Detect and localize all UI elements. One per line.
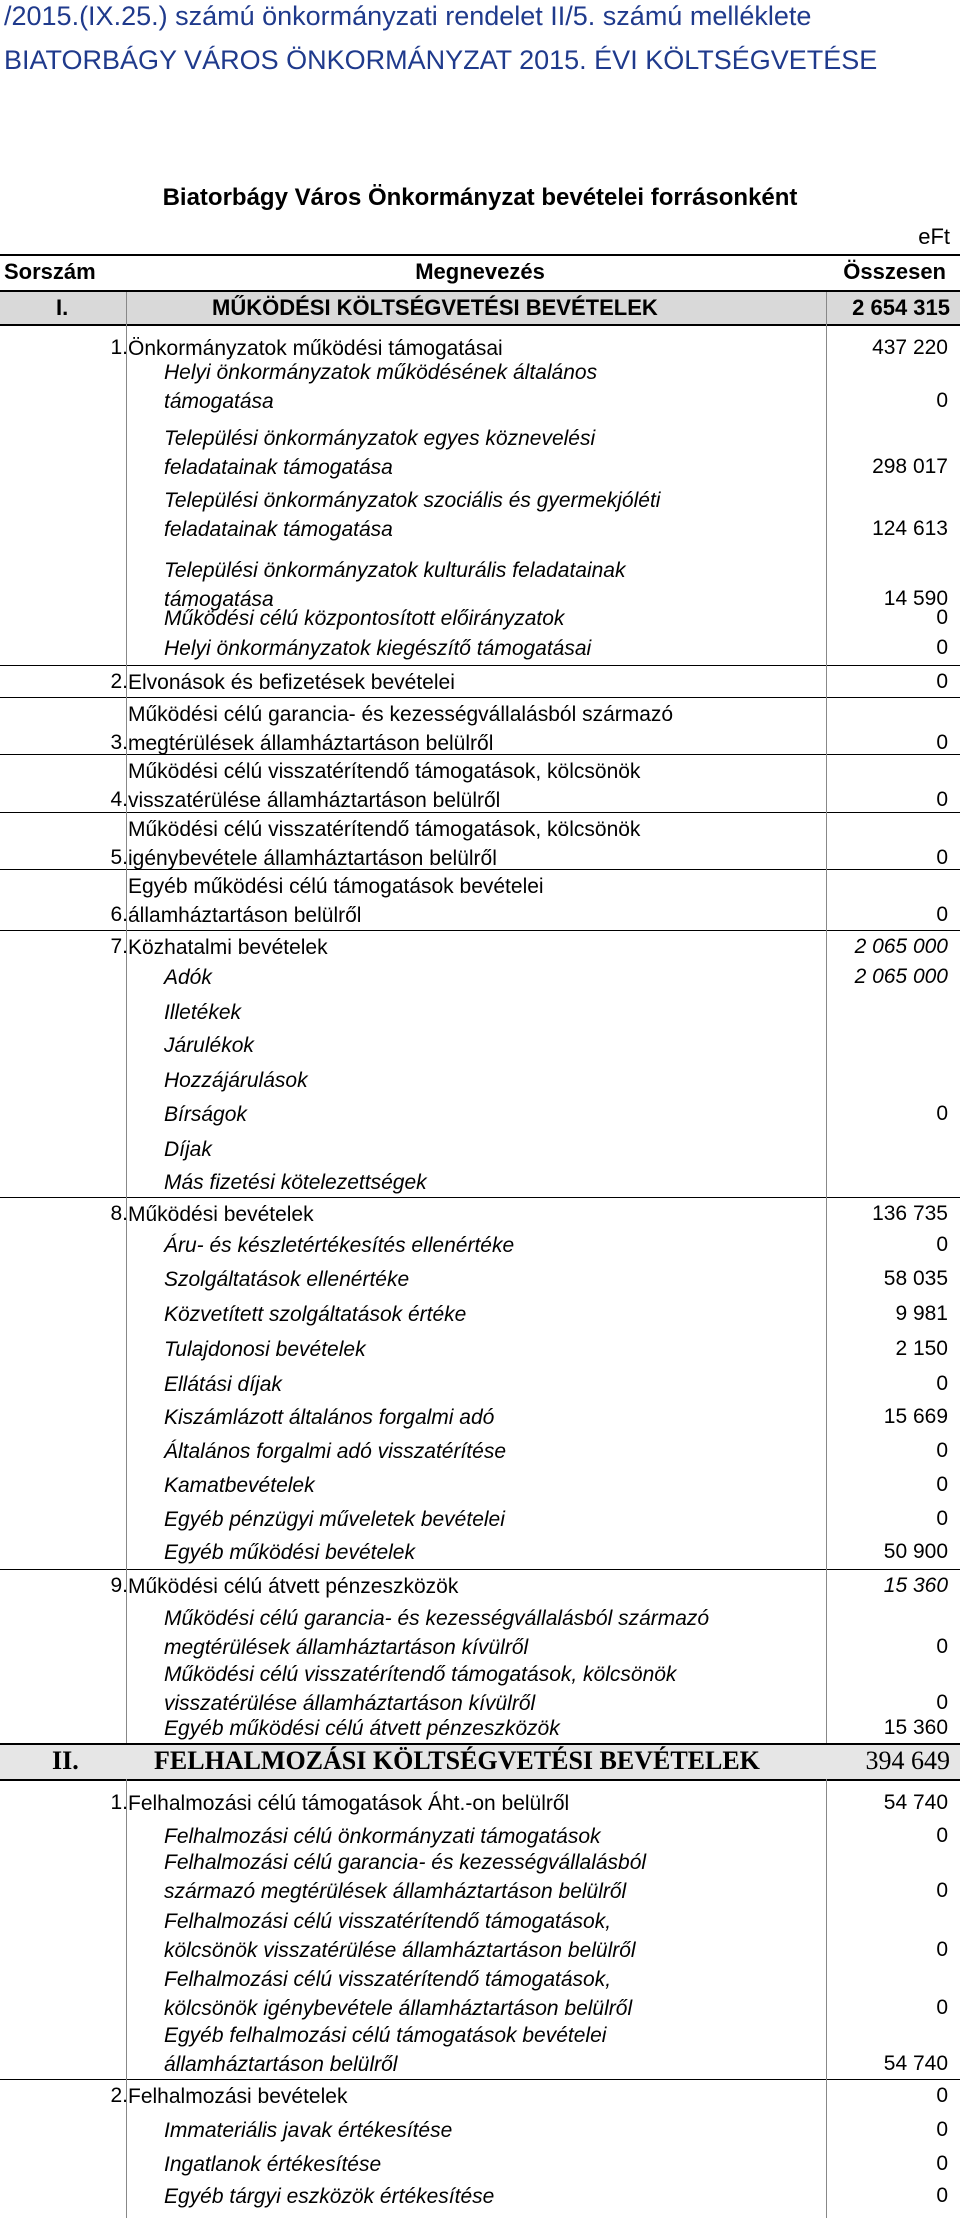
subrow-label: Felhalmozási célú visszatérítendő támogatások, kölcsönök visszatérülése államháztartáson belülről (164, 1910, 636, 1962)
row-value: 0 (936, 846, 948, 869)
row-value: 0 (936, 2152, 948, 2175)
row-value: 54 740 (883, 1791, 948, 1814)
row-value: 298 017 (872, 455, 948, 478)
row-value: 0 (936, 1996, 948, 2019)
row-number: 7. (110, 935, 128, 958)
subrow-label: Felhalmozási célú visszatérítendő támogatások, kölcsönök igénybevétele államháztartáson belülről (164, 1968, 633, 2020)
row-value: 0 (936, 1233, 948, 1256)
row-number: 3. (110, 731, 128, 754)
subrow-label: Felhalmozási célú önkormányzati támogatások (164, 1825, 601, 1848)
row-value: 54 740 (883, 2052, 948, 2075)
row-divider (0, 1197, 960, 1198)
row-divider (0, 930, 960, 931)
subrow-label: Működési célú garancia- és kezességvállalásból származó megtérülések államháztartáson kívülről (164, 1607, 710, 1659)
row-number: 4. (110, 788, 128, 811)
subrow-label: Kamatbevételek (164, 1474, 315, 1497)
row-label: Működési célú garancia- és kezességvállalásból származó megtérülések államháztartáson belülről (128, 703, 674, 755)
row-label: Működési célú visszatérítendő támogatások, kölcsönök visszatérülése államháztartáson belülről (128, 760, 641, 812)
row-value: 0 (936, 1439, 948, 1462)
row-divider (0, 697, 960, 698)
row-label: Közhatalmi bevételek (128, 936, 328, 959)
row-label: Önkormányzatok működési támogatásai (128, 337, 503, 360)
subrow-label: Ingatlanok értékesítése (164, 2153, 382, 2176)
subrow-label: Felhalmozási célú garancia- és kezességvállalásból származó megtérülések államháztartáson belülről (164, 1851, 647, 1903)
row-value: 0 (936, 1635, 948, 1658)
row-value: 124 613 (872, 517, 948, 540)
subrow-label: Áru- és készletértékesítés ellenértéke (164, 1234, 515, 1257)
subrow-label: Egyéb működési bevételek (164, 1541, 415, 1564)
row-value: 0 (936, 1102, 948, 1125)
row-label: Elvonások és befizetések bevételei (128, 671, 455, 694)
row-value: 0 (936, 389, 948, 412)
subrow-label: Tulajdonosi bevételek (164, 1338, 366, 1361)
subrow-label: Bírságok (164, 1103, 247, 1126)
subrow-label: Települési önkormányzatok egyes köznevelési feladatainak támogatása (164, 427, 596, 479)
row-value: 0 (936, 2184, 948, 2207)
row-value: 2 150 (895, 1337, 948, 1360)
row-number: 2. (110, 670, 128, 693)
row-number: 1. (110, 336, 128, 359)
row-value: 0 (936, 788, 948, 811)
section-1-title: MŰKÖDÉSI KÖLTSÉGVETÉSI BEVÉTELEK (212, 295, 658, 320)
column-divider (126, 292, 127, 1743)
budget-heading: BIATORBÁGY VÁROS ÖNKORMÁNYZAT 2015. ÉVI KÖLTSÉGVETÉSE (4, 45, 878, 75)
subrow-label: Más fizetési kötelezettségek (164, 1171, 427, 1194)
section-2-number: II. (52, 1746, 79, 1775)
row-value: 0 (936, 1372, 948, 1395)
column-divider (126, 1779, 127, 2218)
subrow-label: Egyéb felhalmozási célú támogatások bevételei államháztartáson belülről (164, 2024, 607, 2076)
row-value: 0 (936, 1879, 948, 1902)
subrow-label: Adók (164, 966, 212, 989)
row-number: 2. (110, 2084, 128, 2107)
subrow-label: Szolgáltatások ellenértéke (164, 1268, 410, 1291)
subrow-label: Illetékek (164, 1001, 242, 1024)
row-value: 0 (936, 1691, 948, 1714)
row-divider (0, 754, 960, 755)
row-divider (0, 1569, 960, 1570)
row-value: 0 (936, 636, 948, 659)
row-label: Működési célú visszatérítendő támogatások, kölcsönök igénybevétele államháztartáson belülről (128, 818, 641, 870)
column-header-megnevezes: Megnevezés (415, 259, 545, 284)
row-value: 0 (936, 670, 948, 693)
row-value: 0 (936, 731, 948, 754)
row-label: Egyéb működési célú támogatások bevételei államháztartáson belülről (128, 875, 544, 927)
row-value: 15 360 (883, 1716, 948, 1739)
row-value: 14 590 (883, 587, 948, 610)
subrow-label: Működési célú központosított előirányzatok (164, 607, 565, 630)
section-2-bottom-border (0, 1779, 960, 1781)
row-value: 0 (936, 903, 948, 926)
subrow-label: Díjak (164, 1138, 212, 1161)
row-number: 5. (110, 846, 128, 869)
row-divider (0, 665, 960, 666)
row-label: Felhalmozási bevételek (128, 2085, 348, 2108)
row-value: 58 035 (883, 1267, 948, 1290)
row-value: 0 (936, 606, 948, 629)
row-label: Működési célú átvett pénzeszközök (128, 1575, 459, 1598)
subrow-label: Működési célú visszatérítendő támogatások, kölcsönök visszatérülése államháztartáson kívülről (164, 1663, 677, 1715)
row-value: 0 (936, 2118, 948, 2141)
section-2-title: FELHALMOZÁSI KÖLTSÉGVETÉSI BEVÉTELEK (154, 1746, 760, 1775)
column-header-sorszam: Sorszám (4, 259, 96, 284)
column-header-osszesen: Összesen (843, 259, 946, 284)
row-value: 2 065 000 (854, 965, 948, 988)
row-number: 1. (110, 1791, 128, 1814)
row-number: 8. (110, 1202, 128, 1225)
row-value: 0 (936, 1824, 948, 1847)
section-1-total: 2 654 315 (852, 295, 950, 320)
subrow-label: Általános forgalmi adó visszatérítése (164, 1440, 506, 1463)
subrow-label: Immateriális javak értékesítése (164, 2119, 453, 2142)
column-divider (826, 1779, 827, 2218)
subrow-label: Kiszámlázott általános forgalmi adó (164, 1406, 495, 1429)
row-value: 2 065 000 (854, 935, 948, 958)
column-divider (826, 292, 827, 1743)
subrow-label: Közvetített szolgáltatások értéke (164, 1303, 467, 1326)
subrow-label: Egyéb pénzügyi műveletek bevételei (164, 1508, 505, 1531)
subrow-label: Települési önkormányzatok szociális és gyermekjóléti feladatainak támogatása (164, 489, 661, 541)
row-value: 0 (936, 1507, 948, 1530)
row-label: Működési bevételek (128, 1203, 314, 1226)
row-divider (0, 869, 960, 870)
subrow-label: Helyi önkormányzatok kiegészítő támogatásai (164, 637, 592, 660)
subrow-label: Hozzájárulások (164, 1069, 308, 1092)
row-value: 9 981 (895, 1302, 948, 1325)
row-value: 15 669 (883, 1405, 948, 1428)
row-number: 6. (110, 903, 128, 926)
page-title: Biatorbágy Város Önkormányzat bevételei forrásonként (162, 184, 798, 211)
row-value: 0 (936, 1473, 948, 1496)
row-label: Felhalmozási célú támogatások Áht.-on belülről (128, 1792, 570, 1815)
row-value: 437 220 (872, 336, 948, 359)
subrow-label: Helyi önkormányzatok működésének általános támogatása (164, 361, 598, 413)
row-number: 9. (110, 1574, 128, 1597)
section-2-top-border (0, 1743, 960, 1745)
subrow-label: Egyéb tárgyi eszközök értékesítése (164, 2185, 495, 2208)
section-1-border (0, 324, 960, 326)
subrow-label: Egyéb működési célú átvett pénzeszközök (164, 1717, 560, 1740)
subrow-label: Települési önkormányzatok kulturális feladatainak támogatása (164, 559, 626, 611)
row-value: 15 360 (883, 1574, 948, 1597)
row-divider (0, 2079, 960, 2080)
decree-reference: /2015.(IX.25.) számú önkormányzati rendelet II/5. számú melléklete (4, 1, 812, 31)
row-divider (0, 812, 960, 813)
unit-label: eFt (918, 224, 950, 249)
row-value: 0 (936, 1938, 948, 1961)
row-value: 50 900 (883, 1540, 948, 1563)
subrow-label: Ellátási díjak (164, 1373, 282, 1396)
section-2-total: 394 649 (865, 1746, 950, 1775)
section-1-number: I. (56, 295, 69, 320)
subrow-label: Járulékok (164, 1034, 254, 1057)
row-value: 136 735 (872, 1202, 948, 1225)
row-value: 0 (936, 2084, 948, 2107)
